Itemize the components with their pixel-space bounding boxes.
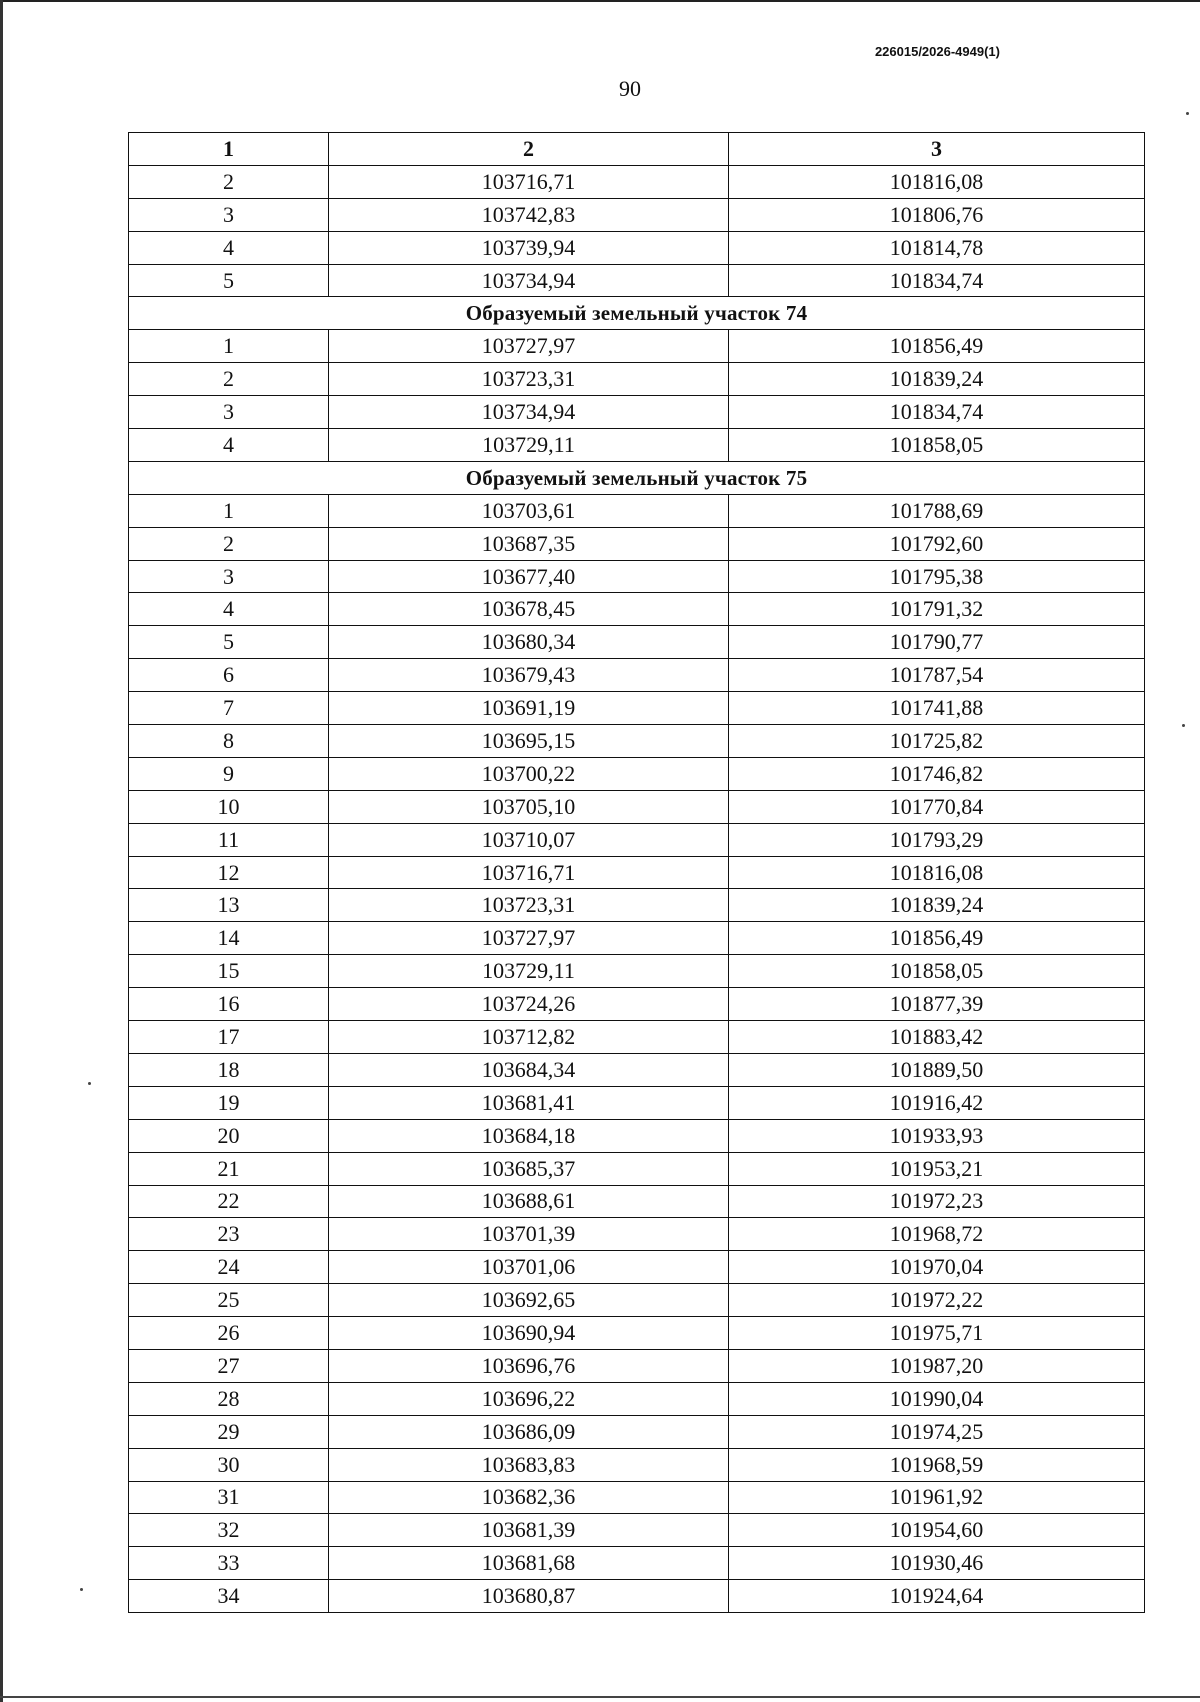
x-coordinate-cell: 103734,94 (329, 396, 729, 429)
table-row (129, 1514, 1145, 1547)
table-row (129, 1185, 1145, 1218)
point-number-cell: 30 (129, 1448, 329, 1481)
y-coordinate-cell: 101834,74 (729, 264, 1145, 297)
y-coordinate-cell: 101790,77 (729, 626, 1145, 659)
x-coordinate-cell: 103681,41 (329, 1086, 729, 1119)
x-coordinate-cell: 103690,94 (329, 1317, 729, 1350)
point-number-cell: 27 (129, 1349, 329, 1382)
point-number-cell: 1 (129, 330, 329, 363)
x-coordinate-cell: 103729,11 (329, 429, 729, 462)
point-number-cell: 24 (129, 1251, 329, 1284)
point-number-cell: 34 (129, 1580, 329, 1613)
point-number-cell: 3 (129, 396, 329, 429)
x-coordinate-cell: 103716,71 (329, 165, 729, 198)
point-number-cell: 32 (129, 1514, 329, 1547)
table-row (129, 330, 1145, 363)
y-coordinate-cell: 101877,39 (729, 988, 1145, 1021)
table-row (129, 1317, 1145, 1350)
point-number-cell: 14 (129, 922, 329, 955)
table-row (129, 1152, 1145, 1185)
y-coordinate-cell: 101793,29 (729, 823, 1145, 856)
point-number-cell: 16 (129, 988, 329, 1021)
scan-speck (88, 1082, 91, 1085)
table-row (129, 560, 1145, 593)
x-coordinate-cell: 103681,39 (329, 1514, 729, 1547)
x-coordinate-cell: 103705,10 (329, 790, 729, 823)
point-number-cell: 31 (129, 1481, 329, 1514)
y-coordinate-cell: 101972,23 (729, 1185, 1145, 1218)
table-row (129, 1119, 1145, 1152)
table-row (129, 1481, 1145, 1514)
point-number-cell: 8 (129, 725, 329, 758)
table-row (129, 1021, 1145, 1054)
y-coordinate-cell: 101972,22 (729, 1284, 1145, 1317)
x-coordinate-cell: 103681,68 (329, 1547, 729, 1580)
point-number-cell: 19 (129, 1086, 329, 1119)
y-coordinate-cell: 101968,72 (729, 1218, 1145, 1251)
scan-speck (1186, 112, 1189, 115)
y-coordinate-cell: 101787,54 (729, 659, 1145, 692)
point-number-cell: 22 (129, 1185, 329, 1218)
x-coordinate-cell: 103701,39 (329, 1218, 729, 1251)
y-coordinate-cell: 101791,32 (729, 593, 1145, 626)
x-coordinate-cell: 103712,82 (329, 1021, 729, 1054)
table-row (129, 988, 1145, 1021)
point-number-cell: 6 (129, 659, 329, 692)
y-coordinate-cell: 101856,49 (729, 330, 1145, 363)
point-number-cell: 3 (129, 560, 329, 593)
scan-speck (1182, 724, 1185, 727)
point-number-cell: 18 (129, 1053, 329, 1086)
table-row (129, 856, 1145, 889)
coordinates-table-container (128, 132, 1144, 1613)
y-coordinate-cell: 101792,60 (729, 527, 1145, 560)
point-number-cell: 3 (129, 198, 329, 231)
header-col-3: 3 (729, 133, 1145, 166)
coordinates-table (128, 132, 1145, 1613)
x-coordinate-cell: 103679,43 (329, 659, 729, 692)
table-body (129, 165, 1145, 1612)
table-row (129, 429, 1145, 462)
table-row (129, 593, 1145, 626)
point-number-cell: 13 (129, 889, 329, 922)
section-row (129, 297, 1145, 330)
y-coordinate-cell: 101816,08 (729, 856, 1145, 889)
y-coordinate-cell: 101746,82 (729, 757, 1145, 790)
point-number-cell: 17 (129, 1021, 329, 1054)
table-header-row (129, 133, 1145, 166)
header-col-2: 2 (329, 133, 729, 166)
point-number-cell: 10 (129, 790, 329, 823)
x-coordinate-cell: 103701,06 (329, 1251, 729, 1284)
y-coordinate-cell: 101834,74 (729, 396, 1145, 429)
point-number-cell: 28 (129, 1382, 329, 1415)
y-coordinate-cell: 101889,50 (729, 1053, 1145, 1086)
table-row (129, 626, 1145, 659)
table-row (129, 198, 1145, 231)
y-coordinate-cell: 101856,49 (729, 922, 1145, 955)
table-row (129, 790, 1145, 823)
x-coordinate-cell: 103696,76 (329, 1349, 729, 1382)
point-number-cell: 12 (129, 856, 329, 889)
y-coordinate-cell: 101968,59 (729, 1448, 1145, 1481)
y-coordinate-cell: 101858,05 (729, 429, 1145, 462)
section-row (129, 461, 1145, 494)
y-coordinate-cell: 101816,08 (729, 165, 1145, 198)
x-coordinate-cell: 103691,19 (329, 692, 729, 725)
y-coordinate-cell: 101839,24 (729, 889, 1145, 922)
page-number: 90 (619, 76, 641, 101)
table-row (129, 725, 1145, 758)
y-coordinate-cell: 101954,60 (729, 1514, 1145, 1547)
y-coordinate-cell: 101924,64 (729, 1580, 1145, 1613)
y-coordinate-cell: 101725,82 (729, 725, 1145, 758)
y-coordinate-cell: 101770,84 (729, 790, 1145, 823)
x-coordinate-cell: 103683,83 (329, 1448, 729, 1481)
point-number-cell: 2 (129, 363, 329, 396)
table-row (129, 659, 1145, 692)
x-coordinate-cell: 103692,65 (329, 1284, 729, 1317)
table-row (129, 823, 1145, 856)
section-title: Образуемый земельный участок 74 (129, 297, 1145, 330)
table-row (129, 1580, 1145, 1613)
y-coordinate-cell: 101883,42 (729, 1021, 1145, 1054)
x-coordinate-cell: 103682,36 (329, 1481, 729, 1514)
table-row (129, 955, 1145, 988)
y-coordinate-cell: 101974,25 (729, 1415, 1145, 1448)
table-row (129, 1218, 1145, 1251)
table-row (129, 1349, 1145, 1382)
page-border-bottom (0, 1696, 1200, 1698)
y-coordinate-cell: 101987,20 (729, 1349, 1145, 1382)
x-coordinate-cell: 103696,22 (329, 1382, 729, 1415)
point-number-cell: 1 (129, 494, 329, 527)
x-coordinate-cell: 103723,31 (329, 363, 729, 396)
point-number-cell: 2 (129, 527, 329, 560)
y-coordinate-cell: 101916,42 (729, 1086, 1145, 1119)
table-row (129, 692, 1145, 725)
x-coordinate-cell: 103687,35 (329, 527, 729, 560)
point-number-cell: 11 (129, 823, 329, 856)
y-coordinate-cell: 101806,76 (729, 198, 1145, 231)
point-number-cell: 7 (129, 692, 329, 725)
point-number-cell: 20 (129, 1119, 329, 1152)
x-coordinate-cell: 103727,97 (329, 330, 729, 363)
table-row (129, 165, 1145, 198)
y-coordinate-cell: 101741,88 (729, 692, 1145, 725)
table-row (129, 889, 1145, 922)
table-row (129, 1284, 1145, 1317)
y-coordinate-cell: 101795,38 (729, 560, 1145, 593)
x-coordinate-cell: 103680,87 (329, 1580, 729, 1613)
x-coordinate-cell: 103734,94 (329, 264, 729, 297)
x-coordinate-cell: 103684,34 (329, 1053, 729, 1086)
x-coordinate-cell: 103677,40 (329, 560, 729, 593)
x-coordinate-cell: 103727,97 (329, 922, 729, 955)
y-coordinate-cell: 101953,21 (729, 1152, 1145, 1185)
table-row (129, 1053, 1145, 1086)
point-number-cell: 23 (129, 1218, 329, 1251)
scan-speck (80, 1588, 83, 1591)
x-coordinate-cell: 103742,83 (329, 198, 729, 231)
y-coordinate-cell: 101961,92 (729, 1481, 1145, 1514)
x-coordinate-cell: 103703,61 (329, 494, 729, 527)
table-row (129, 231, 1145, 264)
y-coordinate-cell: 101788,69 (729, 494, 1145, 527)
table-row (129, 264, 1145, 297)
point-number-cell: 15 (129, 955, 329, 988)
table-row (129, 1251, 1145, 1284)
x-coordinate-cell: 103729,11 (329, 955, 729, 988)
table-row (129, 757, 1145, 790)
point-number-cell: 5 (129, 264, 329, 297)
section-title: Образуемый земельный участок 75 (129, 461, 1145, 494)
table-row (129, 396, 1145, 429)
y-coordinate-cell: 101930,46 (729, 1547, 1145, 1580)
point-number-cell: 21 (129, 1152, 329, 1185)
table-row (129, 1086, 1145, 1119)
y-coordinate-cell: 101814,78 (729, 231, 1145, 264)
table-row (129, 1382, 1145, 1415)
point-number-cell: 25 (129, 1284, 329, 1317)
point-number-cell: 4 (129, 429, 329, 462)
x-coordinate-cell: 103680,34 (329, 626, 729, 659)
x-coordinate-cell: 103716,71 (329, 856, 729, 889)
table-row (129, 1415, 1145, 1448)
x-coordinate-cell: 103724,26 (329, 988, 729, 1021)
x-coordinate-cell: 103700,22 (329, 757, 729, 790)
y-coordinate-cell: 101933,93 (729, 1119, 1145, 1152)
x-coordinate-cell: 103710,07 (329, 823, 729, 856)
y-coordinate-cell: 101990,04 (729, 1382, 1145, 1415)
page-border-top (0, 0, 1200, 2)
table-row (129, 1448, 1145, 1481)
y-coordinate-cell: 101839,24 (729, 363, 1145, 396)
point-number-cell: 2 (129, 165, 329, 198)
point-number-cell: 33 (129, 1547, 329, 1580)
x-coordinate-cell: 103684,18 (329, 1119, 729, 1152)
table-row (129, 527, 1145, 560)
table-row (129, 494, 1145, 527)
header-col-1: 1 (129, 133, 329, 166)
x-coordinate-cell: 103686,09 (329, 1415, 729, 1448)
y-coordinate-cell: 101858,05 (729, 955, 1145, 988)
point-number-cell: 26 (129, 1317, 329, 1350)
table-row (129, 363, 1145, 396)
point-number-cell: 4 (129, 231, 329, 264)
point-number-cell: 9 (129, 757, 329, 790)
table-row (129, 1547, 1145, 1580)
document-id: 226015/2026-4949(1) (874, 44, 1000, 59)
table-row (129, 922, 1145, 955)
x-coordinate-cell: 103688,61 (329, 1185, 729, 1218)
x-coordinate-cell: 103723,31 (329, 889, 729, 922)
point-number-cell: 29 (129, 1415, 329, 1448)
x-coordinate-cell: 103685,37 (329, 1152, 729, 1185)
page-border-left (0, 0, 3, 1702)
y-coordinate-cell: 101970,04 (729, 1251, 1145, 1284)
x-coordinate-cell: 103695,15 (329, 725, 729, 758)
point-number-cell: 4 (129, 593, 329, 626)
point-number-cell: 5 (129, 626, 329, 659)
x-coordinate-cell: 103678,45 (329, 593, 729, 626)
y-coordinate-cell: 101975,71 (729, 1317, 1145, 1350)
x-coordinate-cell: 103739,94 (329, 231, 729, 264)
